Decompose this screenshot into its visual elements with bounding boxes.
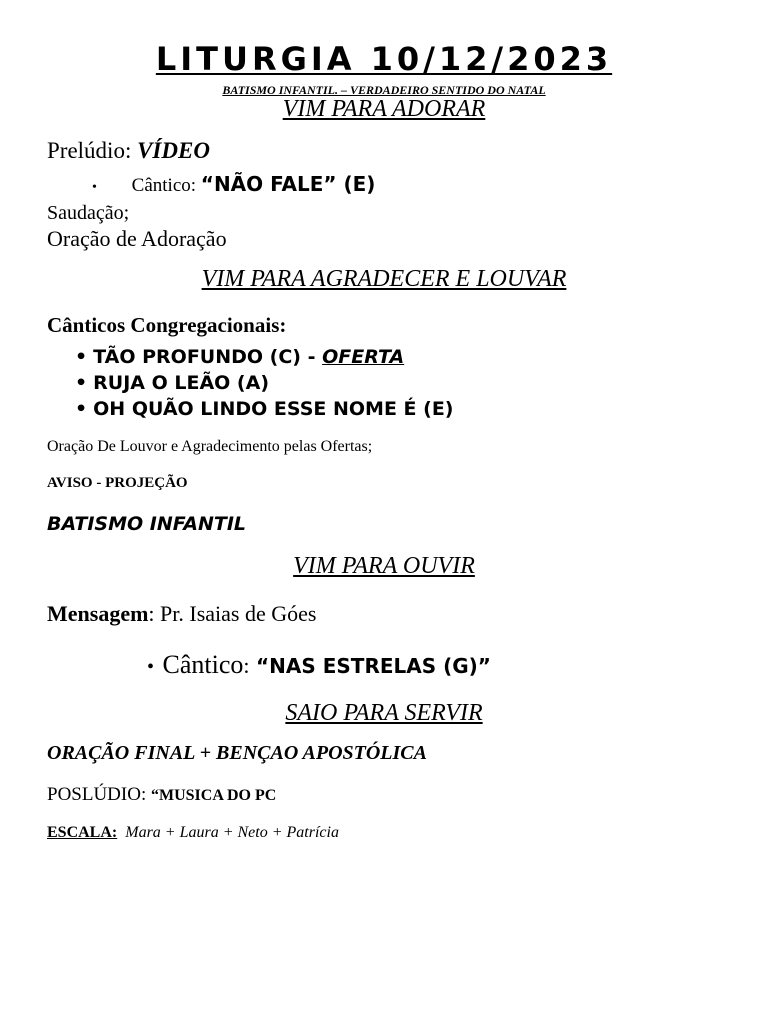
bullet-icon: •: [147, 656, 155, 678]
section-heading-adorar: VIM PARA ADORAR: [282, 96, 486, 122]
mensagem-value: : Pr. Isaias de Góes: [148, 601, 317, 626]
oracao-louvor: Oração De Louvor e Agradecimento pelas Ofertas;: [47, 438, 373, 455]
cantico2-label: Cântico: [162, 650, 244, 679]
cantico-item: [75, 372, 269, 394]
cantico2-title: “NAS ESTRELAS (G)”: [256, 654, 491, 678]
page-title: LITURGIA 10/12/2023: [155, 40, 613, 78]
cantico2-line: [147, 650, 491, 680]
bullet-icon: •: [75, 398, 88, 420]
cantico1-title: “NÃO FALE” (E): [200, 172, 376, 196]
posludio-line: [47, 784, 276, 806]
aviso: AVISO - PROJEÇÃO: [47, 475, 188, 491]
posludio-value: “MUSICA DO PC: [150, 787, 277, 804]
mensagem-label: Mensagem: [47, 601, 149, 626]
page-subtitle: BATISMO INFANTIL. – VERDADEIRO SENTIDO DO NATAL: [222, 83, 546, 97]
escala-value: Mara + Laura + Neto + Patrícia: [125, 824, 339, 841]
cantico-item: [75, 398, 454, 420]
posludio-label: POSLÚDIO:: [47, 784, 147, 805]
cantico-item: [75, 346, 404, 368]
oracao-final: ORAÇÃO FINAL + BENÇAO APOSTÓLICA: [47, 742, 427, 764]
mensagem-line: [47, 601, 316, 627]
section-heading-servir: SAIO PARA SERVIR: [285, 700, 483, 726]
canticos-heading: Cânticos Congregacionais:: [47, 313, 287, 337]
cantico-item-title: OH QUÃO LINDO ESSE NOME É (E): [93, 398, 454, 420]
cantico-item-title: TÃO PROFUNDO (C) -: [93, 346, 323, 368]
preludio-line: [47, 138, 210, 164]
bullet-icon: •: [92, 180, 97, 195]
cantico-item-title: RUJA O LEÃO (A): [93, 372, 269, 394]
bullet-icon: •: [75, 372, 88, 394]
section-heading-agradecer: VIM PARA AGRADECER E LOUVAR: [201, 266, 567, 292]
escala-line: [47, 824, 339, 842]
oferta-label: OFERTA: [322, 346, 405, 368]
escala-label: ESCALA:: [47, 824, 118, 841]
saudacao: Saudação;: [47, 202, 130, 224]
bullet-icon: •: [75, 346, 88, 368]
cantico1-line: [92, 172, 375, 197]
section-heading-ouvir: VIM PARA OUVIR: [293, 553, 475, 579]
preludio-value: VÍDEO: [137, 138, 210, 163]
oracao-adoracao: Oração de Adoração: [47, 226, 227, 251]
cantico2-colon: :: [243, 653, 250, 678]
cantico1-label: Cântico:: [131, 175, 197, 196]
batismo-heading: BATISMO INFANTIL: [47, 513, 246, 535]
preludio-label: Prelúdio:: [47, 138, 132, 163]
